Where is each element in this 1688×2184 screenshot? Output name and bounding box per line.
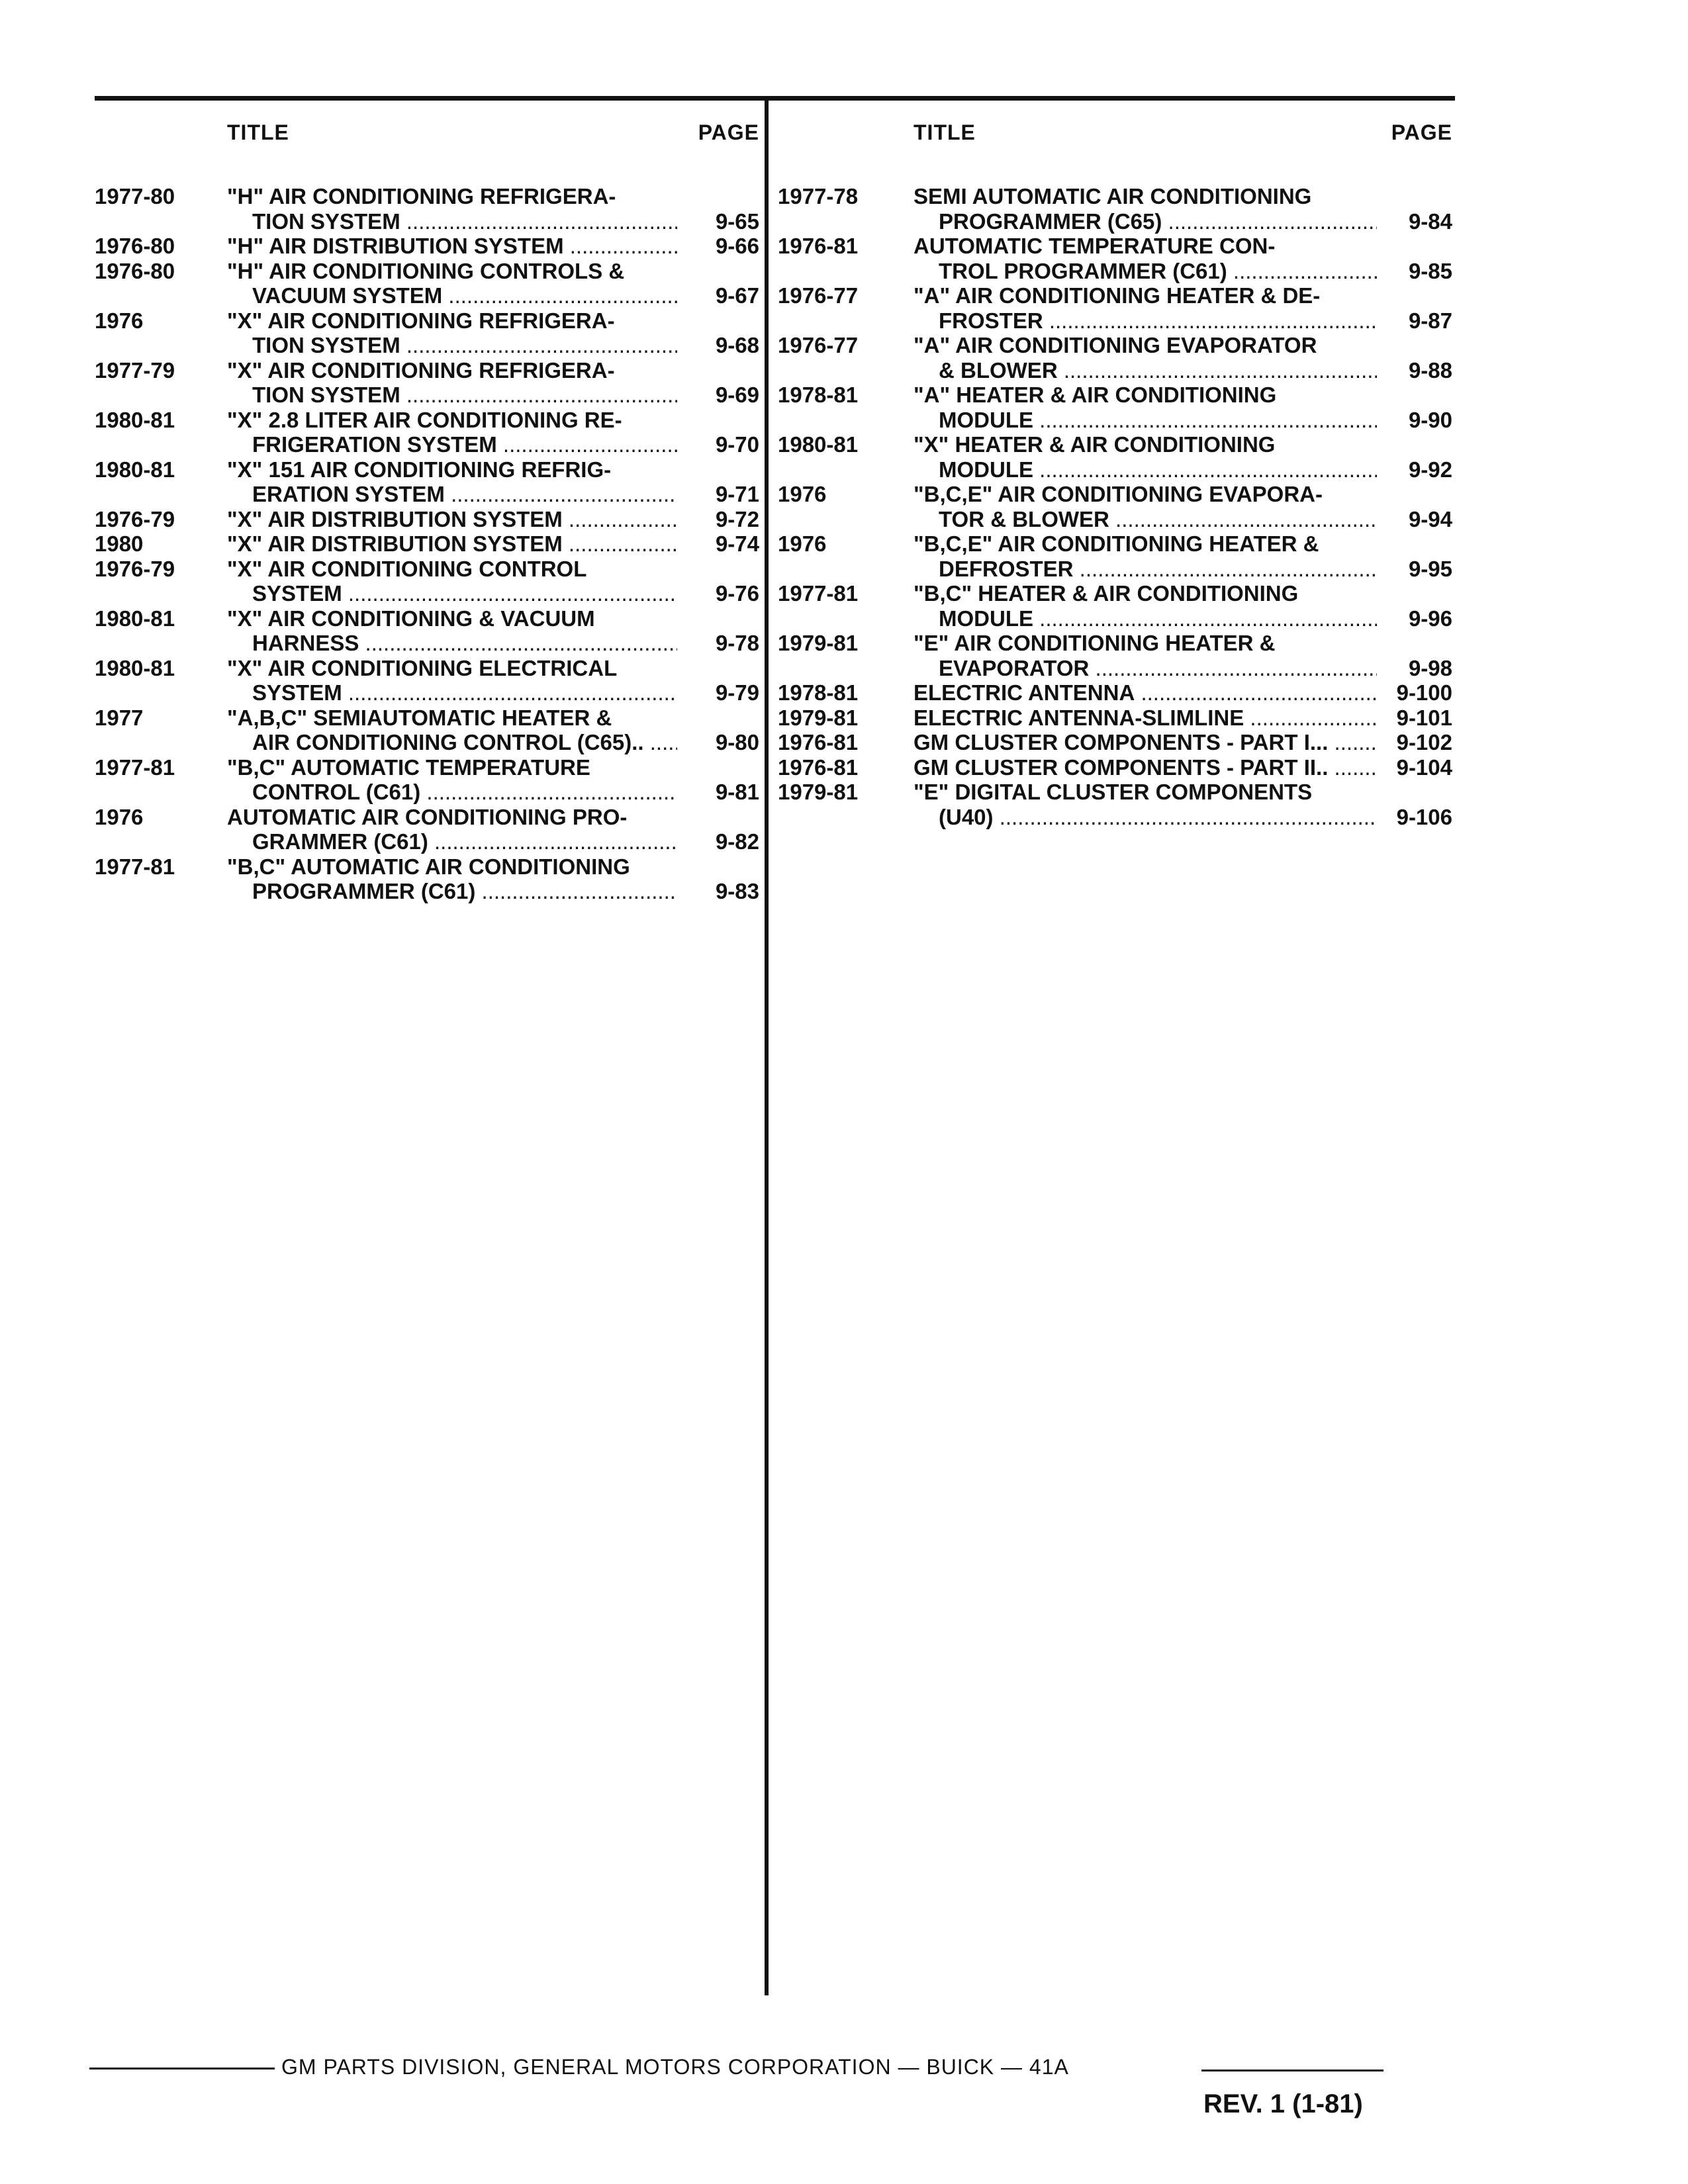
entry-title-line: "X" AIR CONDITIONING CONTROL xyxy=(227,556,587,581)
entry-year: 1976 xyxy=(95,804,144,829)
entry-page: 9-76 xyxy=(715,581,759,606)
entry-title-line: "X" AIR DISTRIBUTION SYSTEM ..... xyxy=(227,507,677,532)
entry-title-line: "H" AIR DISTRIBUTION SYSTEM ..... xyxy=(227,234,677,259)
left-column-header xyxy=(95,118,763,158)
toc-entry xyxy=(95,507,763,532)
toc-entry xyxy=(778,184,1456,234)
column-divider xyxy=(765,99,769,1995)
entry-title xyxy=(914,383,1377,432)
entry-title xyxy=(227,656,677,705)
entry-title xyxy=(227,606,677,656)
entry-title xyxy=(914,631,1377,680)
entry-title-line: "B,C" HEATER & AIR CONDITIONING xyxy=(914,581,1299,606)
entry-page: 9-88 xyxy=(1408,357,1452,383)
entry-page: 9-92 xyxy=(1408,457,1452,482)
entry-page: 9-72 xyxy=(715,506,759,531)
left-entry-list xyxy=(95,184,763,904)
footer-rule xyxy=(1201,2070,1383,2071)
page-header: PAGE xyxy=(1391,120,1452,144)
revision-label: REV. 1 (1-81) xyxy=(1203,2089,1363,2118)
entry-year: 1978-81 xyxy=(778,680,859,705)
entry-title-line: "H" AIR CONDITIONING REFRIGERA- xyxy=(227,184,616,208)
left-column xyxy=(95,118,763,903)
toc-entry xyxy=(778,531,1456,581)
toc-entry xyxy=(95,656,763,705)
entry-title-line: TROL PROGRAMMER (C61) ..... xyxy=(914,259,1377,284)
entry-page: 9-104 xyxy=(1396,754,1452,780)
top-rule xyxy=(95,96,1455,101)
entry-year: 1977-81 xyxy=(95,754,175,780)
entry-page: 9-70 xyxy=(715,432,759,457)
entry-title-line: AUTOMATIC AIR CONDITIONING PRO- xyxy=(227,804,628,829)
entry-year: 1977-79 xyxy=(95,357,175,383)
entry-title xyxy=(227,457,677,507)
entry-title-line: MODULE ..... xyxy=(914,606,1377,631)
entry-title-line: AUTOMATIC TEMPERATURE CON- xyxy=(914,234,1276,258)
entry-title xyxy=(914,780,1377,829)
entry-title-line: GRAMMER (C61) ..... xyxy=(227,829,677,854)
entry-title xyxy=(914,333,1377,383)
entry-title-line: "B,C,E" AIR CONDITIONING HEATER & xyxy=(914,531,1319,556)
entry-page: 9-80 xyxy=(715,730,759,754)
entry-year: 1976-80 xyxy=(95,258,175,283)
entry-page: 9-69 xyxy=(715,383,759,407)
entry-page: 9-74 xyxy=(715,531,759,556)
entry-title-line: EVAPORATOR ..... xyxy=(914,656,1377,681)
entry-title-line: GM CLUSTER COMPONENTS - PART II.. ..... xyxy=(914,755,1377,780)
toc-entry xyxy=(778,383,1456,432)
entry-year: 1977 xyxy=(95,705,144,730)
entry-year: 1979-81 xyxy=(778,705,859,730)
entry-title-line: & BLOWER ..... xyxy=(914,358,1377,383)
entry-title-line: "X" 151 AIR CONDITIONING REFRIG- xyxy=(227,457,612,482)
toc-entry xyxy=(778,730,1456,755)
entry-title-line: MODULE ..... xyxy=(914,457,1377,482)
entry-title-line: SYSTEM ..... xyxy=(227,680,677,705)
entry-title-line: SYSTEM ..... xyxy=(227,581,677,606)
entry-title xyxy=(227,854,677,904)
entry-title xyxy=(227,557,677,606)
entry-title-line: TION SYSTEM ..... xyxy=(227,209,677,234)
entry-title-line: "B,C" AUTOMATIC AIR CONDITIONING xyxy=(227,854,630,879)
toc-entry xyxy=(95,358,763,408)
entry-title-line: ELECTRIC ANTENNA-SLIMLINE ..... xyxy=(914,705,1377,731)
entry-title-line: "A" HEATER & AIR CONDITIONING xyxy=(914,383,1277,407)
entry-year: 1977-78 xyxy=(778,184,859,208)
entry-year: 1978-81 xyxy=(778,383,859,407)
toc-entry xyxy=(95,259,763,308)
entry-page: 9-66 xyxy=(715,234,759,258)
entry-year: 1976 xyxy=(95,308,144,333)
toc-entry xyxy=(778,680,1456,705)
toc-entry xyxy=(95,606,763,656)
entry-page: 9-102 xyxy=(1396,730,1452,754)
footer xyxy=(89,2055,1069,2079)
entry-title xyxy=(227,234,677,259)
entry-title xyxy=(227,259,677,308)
toc-entry xyxy=(95,234,763,259)
entry-title-line: TOR & BLOWER ..... xyxy=(914,507,1377,532)
entry-year: 1977-80 xyxy=(95,184,175,208)
entry-year: 1976-79 xyxy=(95,506,175,531)
entry-title-line: "A" AIR CONDITIONING HEATER & DE- xyxy=(914,283,1321,308)
entry-page: 9-71 xyxy=(715,482,759,506)
toc-entry xyxy=(778,581,1456,631)
toc-entry xyxy=(778,333,1456,383)
entry-title xyxy=(227,308,677,358)
entry-title xyxy=(914,680,1377,705)
entry-page: 9-85 xyxy=(1408,258,1452,283)
entry-title-line: "E" DIGITAL CLUSTER COMPONENTS xyxy=(914,780,1313,804)
entry-page: 9-81 xyxy=(715,780,759,804)
entry-title xyxy=(914,730,1377,755)
entry-year: 1980-81 xyxy=(778,432,859,457)
entry-year: 1980-81 xyxy=(95,606,175,631)
entry-page: 9-100 xyxy=(1396,680,1452,705)
entry-title-line: TION SYSTEM ..... xyxy=(227,333,677,358)
entry-year: 1979-81 xyxy=(778,631,859,655)
entry-title xyxy=(227,755,677,805)
entry-page: 9-87 xyxy=(1408,308,1452,333)
toc-entry xyxy=(778,283,1456,333)
entry-title-line: ELECTRIC ANTENNA ..... xyxy=(914,680,1377,705)
right-column xyxy=(778,118,1456,829)
toc-entry xyxy=(95,705,763,755)
entry-title-line: "B,C,E" AIR CONDITIONING EVAPORA- xyxy=(914,482,1323,506)
entry-page: 9-98 xyxy=(1408,655,1452,680)
entry-year: 1980-81 xyxy=(95,407,175,432)
toc-entry xyxy=(778,482,1456,531)
entry-title xyxy=(914,432,1377,482)
entry-title xyxy=(227,507,677,532)
entry-year: 1976-77 xyxy=(778,283,859,308)
entry-title-line: MODULE ..... xyxy=(914,408,1377,433)
entry-title-line: "H" AIR CONDITIONING CONTROLS & xyxy=(227,258,625,283)
entry-title xyxy=(914,234,1377,283)
entry-page: 9-83 xyxy=(715,879,759,903)
entry-year: 1977-81 xyxy=(778,581,859,606)
entry-title-line: "B,C" AUTOMATIC TEMPERATURE xyxy=(227,754,590,780)
entry-title xyxy=(914,482,1377,531)
entry-title xyxy=(914,283,1377,333)
entry-title xyxy=(914,581,1377,631)
entry-title-line: "X" HEATER & AIR CONDITIONING xyxy=(914,432,1276,457)
entry-year: 1980-81 xyxy=(95,655,175,680)
footer-dash xyxy=(89,2068,275,2070)
right-column-header xyxy=(778,118,1456,158)
entry-title-line: "E" AIR CONDITIONING HEATER & xyxy=(914,631,1276,655)
entry-page: 9-84 xyxy=(1408,208,1452,234)
title-header: TITLE xyxy=(227,120,289,144)
entry-title-line: "X" AIR CONDITIONING & VACUUM xyxy=(227,606,595,631)
toc-entry xyxy=(95,531,763,557)
toc-entry xyxy=(95,557,763,606)
title-header: TITLE xyxy=(914,120,976,144)
entry-title-line: "X" AIR CONDITIONING ELECTRICAL xyxy=(227,655,618,680)
toc-entry xyxy=(778,631,1456,680)
entry-title xyxy=(227,408,677,457)
entry-page: 9-101 xyxy=(1396,705,1452,730)
entry-title-line: GM CLUSTER COMPONENTS - PART I... ..... xyxy=(914,730,1377,755)
toc-entry xyxy=(95,184,763,234)
entry-title xyxy=(914,705,1377,731)
entry-page: 9-68 xyxy=(715,333,759,357)
toc-entry xyxy=(778,234,1456,283)
entry-title-line: "A" AIR CONDITIONING EVAPORATOR xyxy=(914,333,1317,357)
toc-entry xyxy=(95,408,763,457)
entry-year: 1976-81 xyxy=(778,754,859,780)
footer-text: GM PARTS DIVISION, GENERAL MOTORS CORPORATION — BUICK — 41A xyxy=(281,2055,1069,2079)
entry-title-line: "X" AIR CONDITIONING REFRIGERA- xyxy=(227,308,615,333)
entry-title xyxy=(227,805,677,854)
entry-year: 1976 xyxy=(778,531,827,556)
entry-page: 9-96 xyxy=(1408,606,1452,631)
entry-page: 9-78 xyxy=(715,631,759,655)
toc-entry xyxy=(778,432,1456,482)
entry-year: 1976 xyxy=(778,482,827,506)
entry-page: 9-106 xyxy=(1396,804,1452,829)
entry-title xyxy=(914,755,1377,780)
entry-title-line: DEFROSTER ..... xyxy=(914,557,1377,582)
entry-title-line: PROGRAMMER (C61) ..... xyxy=(227,879,677,904)
toc-entry xyxy=(95,805,763,854)
toc-entry xyxy=(778,780,1456,829)
entry-year: 1976-81 xyxy=(778,234,859,258)
entry-title-line: FROSTER ..... xyxy=(914,308,1377,334)
page-header: PAGE xyxy=(698,120,759,144)
entry-year: 1977-81 xyxy=(95,854,175,879)
entry-page: 9-95 xyxy=(1408,556,1452,581)
entry-title-line: "X" AIR DISTRIBUTION SYSTEM ..... xyxy=(227,531,677,557)
entry-page: 9-65 xyxy=(715,208,759,234)
entry-page: 9-82 xyxy=(715,829,759,854)
toc-entry xyxy=(95,755,763,805)
entry-title xyxy=(914,531,1377,581)
toc-entry xyxy=(95,457,763,507)
entry-title-line: VACUUM SYSTEM ..... xyxy=(227,283,677,308)
entry-year: 1976-80 xyxy=(95,234,175,258)
entry-title xyxy=(227,184,677,234)
toc-entry xyxy=(95,854,763,904)
entry-page: 9-90 xyxy=(1408,407,1452,432)
entry-title xyxy=(227,705,677,755)
entry-title-line: CONTROL (C61) ..... xyxy=(227,780,677,805)
right-entry-list xyxy=(778,184,1456,829)
entry-title-line: PROGRAMMER (C65) ..... xyxy=(914,209,1377,234)
entry-title-line: "A,B,C" SEMIAUTOMATIC HEATER & xyxy=(227,705,612,730)
entry-year: 1980 xyxy=(95,531,144,556)
entry-title-line: HARNESS ..... xyxy=(227,631,677,656)
entry-title xyxy=(227,531,677,557)
entry-title-line: SEMI AUTOMATIC AIR CONDITIONING xyxy=(914,184,1312,208)
toc-entry xyxy=(778,755,1456,780)
entry-title-line: AIR CONDITIONING CONTROL (C65).. ..... xyxy=(227,730,677,755)
entry-page: 9-94 xyxy=(1408,506,1452,531)
entry-page: 9-67 xyxy=(715,283,759,308)
entry-title-line: (U40) ..... xyxy=(914,805,1377,830)
toc-entry xyxy=(778,705,1456,731)
entry-title xyxy=(227,358,677,408)
entry-year: 1976-79 xyxy=(95,556,175,581)
entry-title-line: ERATION SYSTEM ..... xyxy=(227,482,677,507)
entry-year: 1980-81 xyxy=(95,457,175,482)
entry-page: 9-79 xyxy=(715,680,759,705)
toc-entry xyxy=(95,308,763,358)
entry-title-line: "X" AIR CONDITIONING REFRIGERA- xyxy=(227,357,615,383)
entry-title-line: "X" 2.8 LITER AIR CONDITIONING RE- xyxy=(227,407,622,432)
entry-year: 1976-81 xyxy=(778,730,859,754)
entry-title-line: TION SYSTEM ..... xyxy=(227,383,677,408)
entry-year: 1976-77 xyxy=(778,333,859,357)
entry-title-line: FRIGERATION SYSTEM ..... xyxy=(227,432,677,457)
entry-year: 1979-81 xyxy=(778,780,859,804)
entry-title xyxy=(914,184,1377,234)
